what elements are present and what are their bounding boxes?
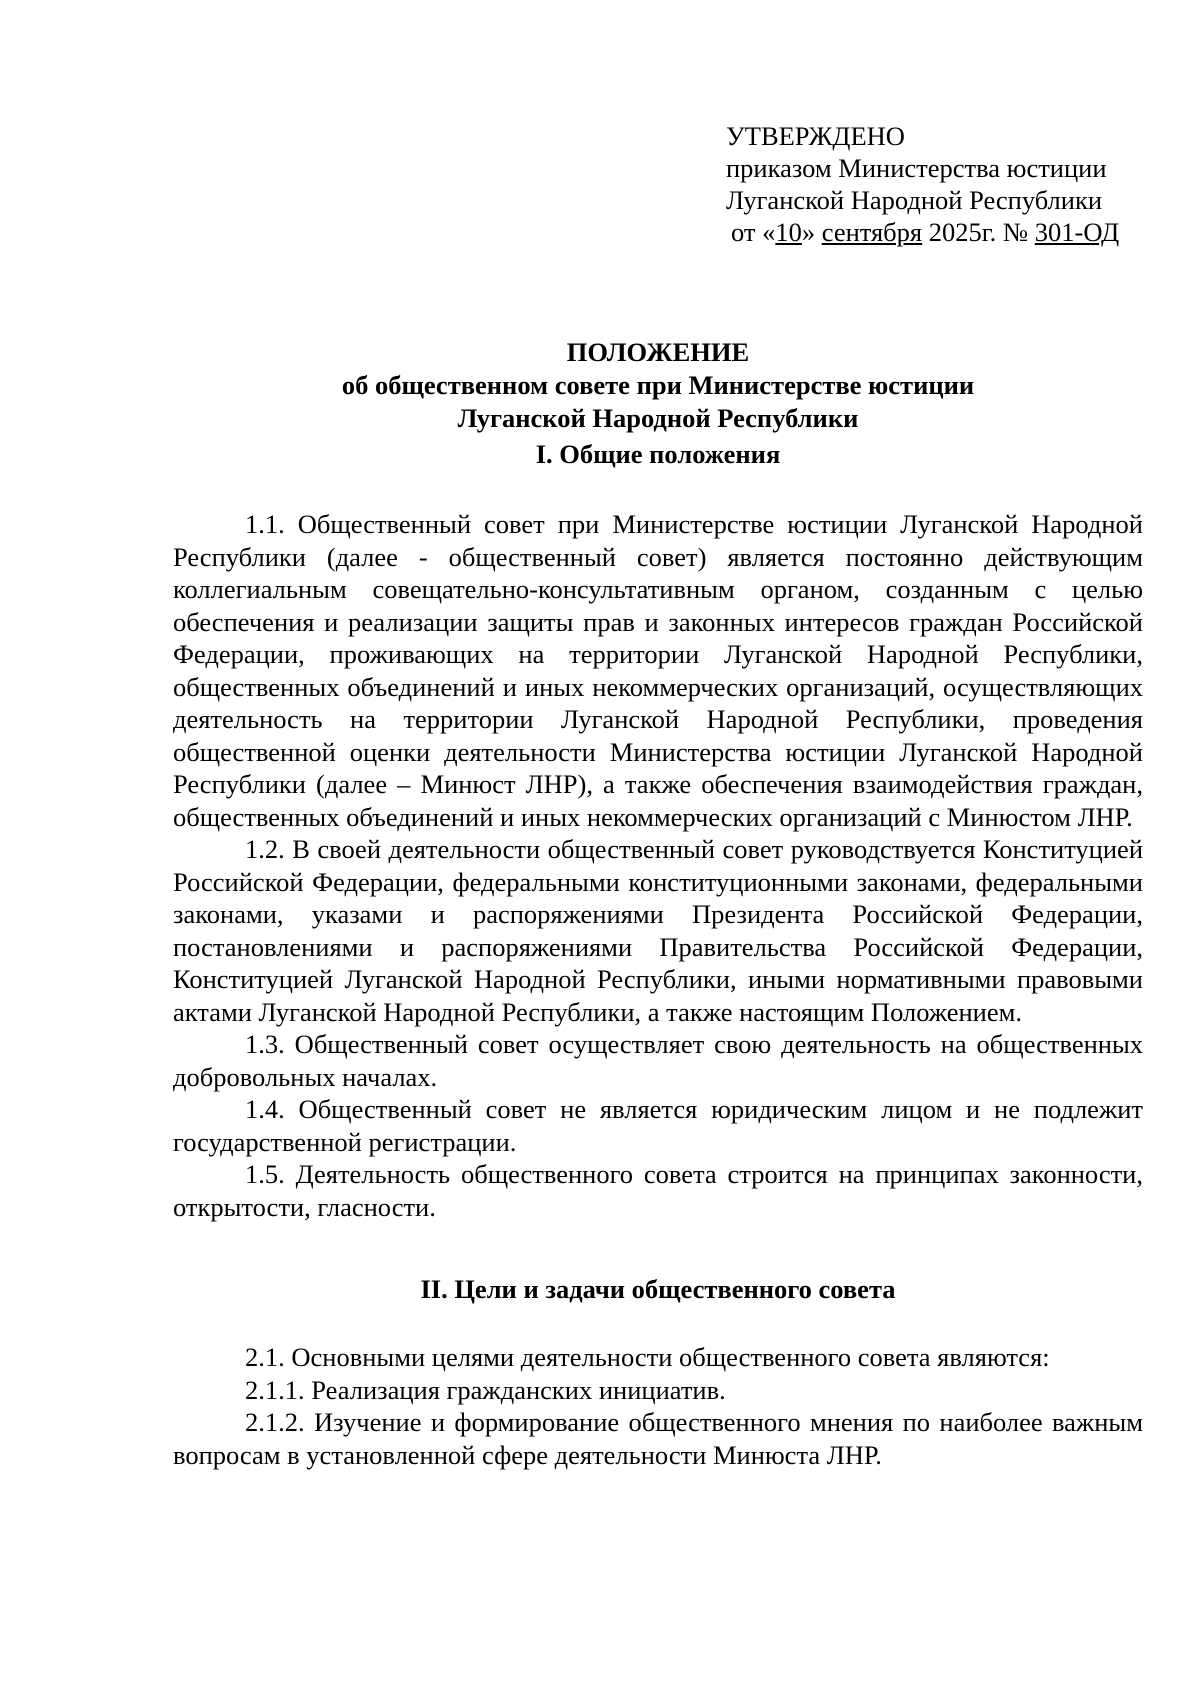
paragraph-2-1: 2.1. Основными целями деятельности общественного совета являются:	[245, 1342, 1050, 1372]
date-separator-2: 2025г. №	[922, 217, 1035, 247]
paragraph-1-3: 1.3. Общественный совет осуществляет свою деятельность на общественных добровольных началах.	[173, 1029, 1143, 1092]
approval-date-line	[726, 216, 1166, 248]
approval-heading: УТВЕРЖДЕНО	[726, 121, 905, 151]
paragraph-1-2: 1.2. В своей деятельности общественный совет руководствуется Конституцией Российской Федерации, федеральными конституционными законами, федеральными законами, указами и распоряжениями Президента Российской Федерации, постановлениями и распоряжениями Правительства Российской Федерации, Конституцией Луганской Народной Республики, иными нормативными правовыми актами Луганской Народной Республики, а также настоящим Положением.	[173, 834, 1143, 1027]
section-2-body	[173, 1341, 1143, 1471]
title-republic: Луганской Народной Республики	[457, 403, 859, 433]
paragraph-1-1: 1.1. Общественный совет при Министерстве юстиции Луганской Народной Республики (далее - общественный совет) является постоянно действующим коллегиальным совещательно-консультативным органом, созданным с целью обеспечения и реализации защиты прав и законных интересов граждан Российской Федерации, проживающих на территории Луганской Народной Республики, общественных объединений и иных некоммерческих организаций, осуществляющих деятельность на территории Луганской Народной Республики, проведения общественной оценки деятельности Министерства юстиции Луганской Народной Республики (далее – Минюст ЛНР), а также обеспечения взаимодействия граждан, общественных объединений и иных некоммерческих организаций с Минюстом ЛНР.	[173, 509, 1143, 832]
title-main: ПОЛОЖЕНИЕ	[566, 337, 750, 367]
approval-republic-line: Луганской Народной Республики	[726, 185, 1103, 215]
approval-stamp	[726, 120, 1166, 248]
section-2-heading: II. Цели и задачи общественного совета	[420, 1274, 896, 1304]
date-separator-1: »	[801, 217, 822, 247]
section-1-heading: I. Общие положения	[535, 439, 781, 469]
paragraph-1-5: 1.5. Деятельность общественного совета строится на принципах законности, открытости, гласности.	[173, 1159, 1143, 1222]
approval-order-line: приказом Министерства юстиции	[726, 153, 1107, 183]
approval-order-number: 301-ОД	[1034, 217, 1120, 247]
approval-month: сентября	[821, 217, 923, 247]
approval-day: 10	[775, 217, 802, 247]
title-subject: об общественном совете при Министерстве юстиции	[341, 370, 975, 400]
paragraph-2-1-2: 2.1.2. Изучение и формирование общественного мнения по наиболее важным вопросам в установленной сфере деятельности Минюста ЛНР.	[173, 1407, 1143, 1470]
document-title	[173, 336, 1143, 435]
paragraph-1-4: 1.4. Общественный совет не является юридическим лицом и не подлежит государственной регистрации.	[173, 1094, 1143, 1157]
date-prefix: от «	[731, 217, 776, 247]
paragraph-2-1-1: 2.1.1. Реализация гражданских инициатив.	[245, 1374, 726, 1405]
section-1-body	[173, 508, 1143, 1223]
